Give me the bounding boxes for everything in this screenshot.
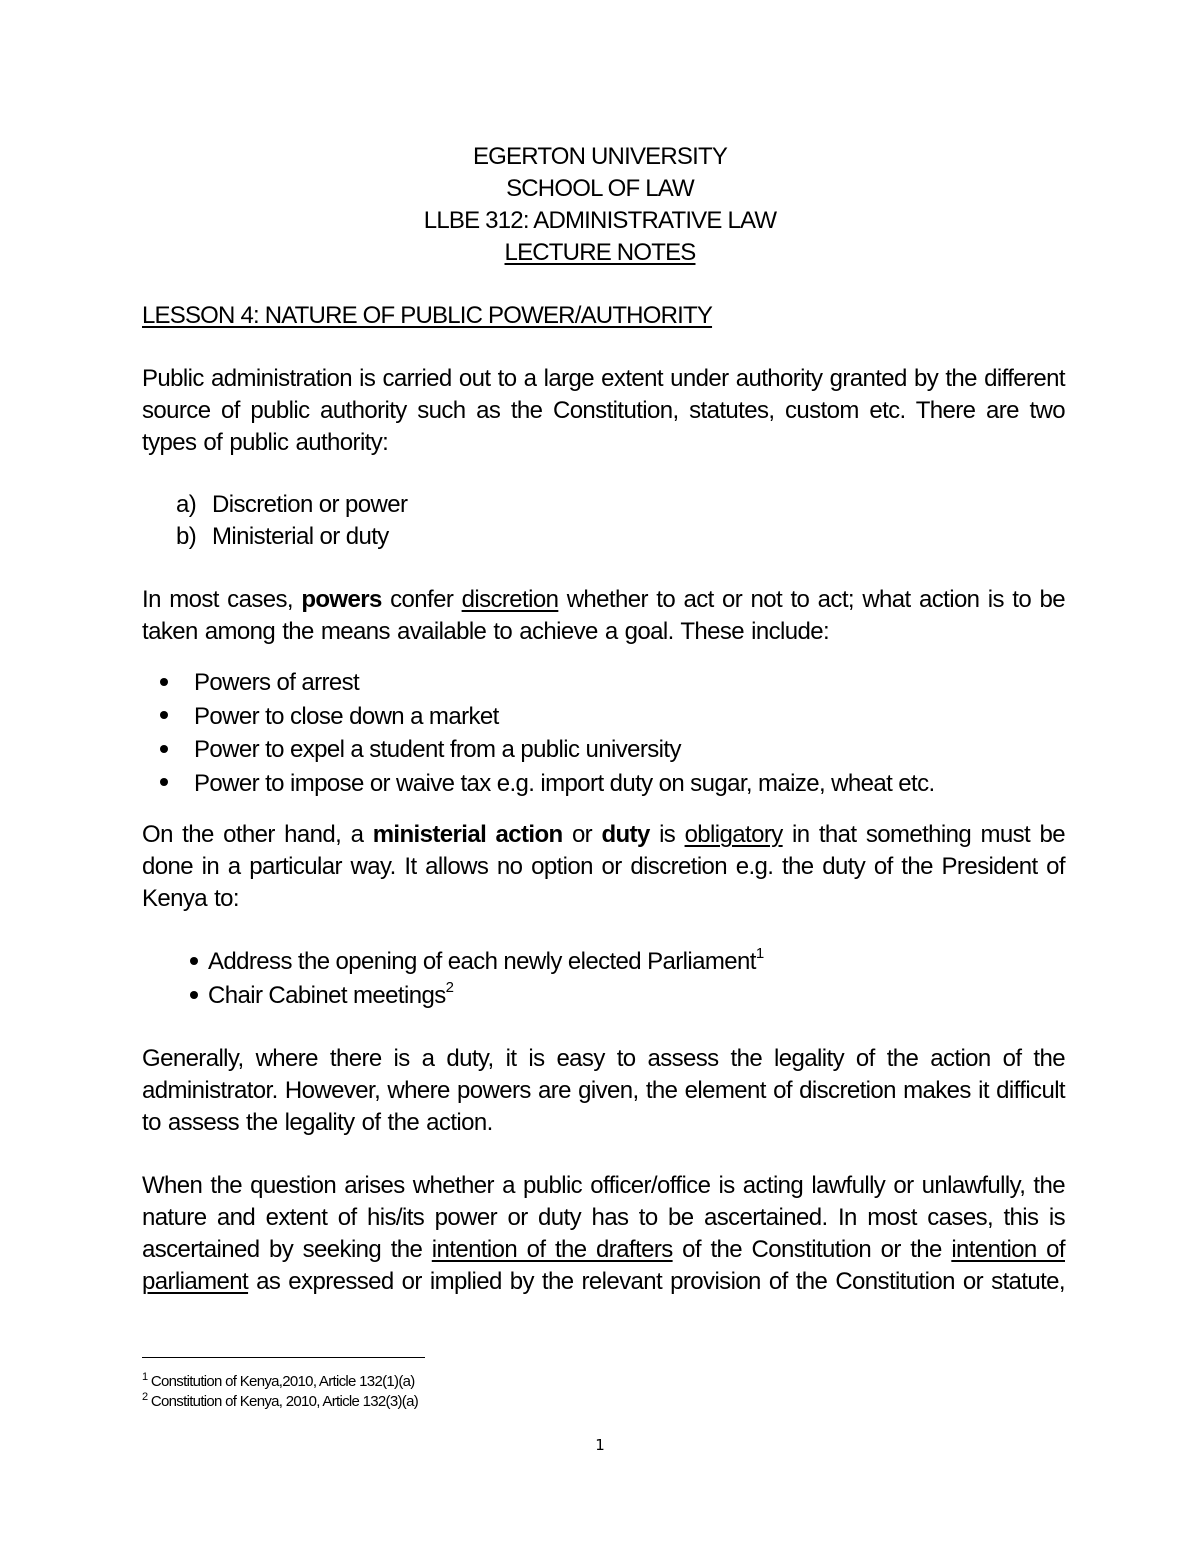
ministerial-line-1 xyxy=(142,819,1065,851)
list-item xyxy=(190,945,764,979)
list-item-text: Address the opening of each newly elected Parliament xyxy=(208,948,756,975)
footnote-number: 1 xyxy=(142,1371,148,1383)
text-run: as expressed or implied by the relevant provision of the Constitution or statute, xyxy=(248,1268,1065,1295)
list-item xyxy=(176,489,407,521)
list-item-text: Powers of arrest xyxy=(194,669,360,696)
question-paragraph xyxy=(142,1170,1065,1298)
footnote-2 xyxy=(142,1392,418,1411)
parliament-term: parliament xyxy=(142,1268,249,1295)
text-run: In most cases, xyxy=(142,586,302,613)
bullet-icon xyxy=(190,991,198,999)
footnote-ref: 1 xyxy=(755,945,764,962)
text-run: On the other hand, a xyxy=(142,821,373,848)
obligatory-term: obligatory xyxy=(684,821,783,848)
text-run: confer xyxy=(381,586,462,613)
list-item-text: Power to expel a student from a public university xyxy=(194,736,681,763)
bullet-icon xyxy=(160,745,168,753)
list-item xyxy=(160,666,935,700)
list-item xyxy=(160,700,935,734)
bullet-icon xyxy=(190,957,198,965)
text-run: is xyxy=(649,821,685,848)
list-item-text: Ministerial or duty xyxy=(212,523,389,550)
list-item xyxy=(160,733,935,767)
powers-bullet-list xyxy=(160,666,935,800)
list-marker: b) xyxy=(176,523,197,550)
intro-paragraph xyxy=(142,363,1065,459)
footnote-number: 2 xyxy=(142,1391,148,1403)
duties-bullet-list xyxy=(190,945,764,1013)
text-run: whether to act or not to act; what action is to be xyxy=(558,586,1065,613)
question-line-1: When the question arises whether a public officer/office is acting lawfully or unlawfully, the xyxy=(142,1172,1065,1199)
question-line-2: nature and extent of his/its power or duty has to be ascertained. In most cases, this is xyxy=(142,1204,1065,1231)
general-line-2: administrator. However, where powers are given, the element of discretion makes it difficult xyxy=(142,1077,1065,1104)
bullet-icon xyxy=(160,711,168,719)
duty-term: duty xyxy=(601,821,650,848)
footnote-text: Constitution of Kenya,2010, Article 132(1)(a) xyxy=(147,1373,415,1390)
lesson-title xyxy=(142,301,712,331)
list-marker: a) xyxy=(176,491,197,518)
general-line-3: to assess the legality of the action. xyxy=(142,1109,493,1136)
intro-line-3: types of public authority: xyxy=(142,429,389,456)
authority-types-list xyxy=(176,489,407,553)
footnote-1 xyxy=(142,1372,415,1391)
lecture-notes-label: LECTURE NOTES xyxy=(504,239,696,266)
footnote-text: Constitution of Kenya, 2010, Article 132(3)(a) xyxy=(147,1393,419,1410)
list-item xyxy=(176,521,407,553)
intro-line-1: Public administration is carried out to a large extent under authority granted by the different xyxy=(142,365,1065,392)
powers-line-1 xyxy=(142,584,1065,616)
powers-term: powers xyxy=(301,586,382,613)
text-run: ascertained by seeking the xyxy=(142,1236,432,1263)
list-item-text: Power to close down a market xyxy=(194,702,499,730)
bullet-icon xyxy=(160,778,168,786)
ministerial-line-2: done in a particular way. It allows no option or discretion e.g. the duty of the President of xyxy=(142,853,1065,880)
list-item-text: Chair Cabinet meetings xyxy=(208,982,446,1009)
question-line-3 xyxy=(142,1234,1065,1266)
ministerial-action-term: ministerial action xyxy=(372,821,563,848)
text-run: in that something must be xyxy=(782,821,1065,848)
general-paragraph xyxy=(142,1043,1065,1139)
lecture-notes-title xyxy=(0,238,1200,268)
ministerial-paragraph xyxy=(142,819,1065,915)
footnote-ref: 2 xyxy=(445,979,454,996)
course-title: LLBE 312: ADMINISTRATIVE LAW xyxy=(423,207,777,234)
general-line-1: Generally, where there is a duty, it is easy to assess the legality of the action of the xyxy=(142,1045,1065,1072)
list-item xyxy=(160,767,935,801)
school-name: SCHOOL OF LAW xyxy=(506,175,694,202)
question-line-4 xyxy=(142,1266,1065,1298)
powers-paragraph xyxy=(142,584,1065,648)
list-item-text: Discretion or power xyxy=(212,491,408,518)
powers-line-2: taken among the means available to achieve a goal. These include: xyxy=(142,618,830,645)
text-run: or xyxy=(562,821,602,848)
ministerial-line-3: Kenya to: xyxy=(142,885,240,912)
text-run: of the Constitution or the xyxy=(672,1236,952,1263)
intention-of-term: intention of xyxy=(951,1236,1065,1263)
lesson-title-text: LESSON 4: NATURE OF PUBLIC POWER/AUTHORITY xyxy=(142,302,713,329)
list-item-text: Power to impose or waive tax e.g. import duty on sugar, maize, wheat etc. xyxy=(194,769,935,797)
page-number: 1 xyxy=(595,1436,605,1454)
intro-line-2: source of public authority such as the Constitution, statutes, custom etc. There are two xyxy=(142,397,1065,424)
footnote-separator xyxy=(142,1357,425,1358)
discretion-term: discretion xyxy=(461,586,559,613)
university-name: EGERTON UNIVERSITY xyxy=(472,143,728,170)
list-item xyxy=(190,979,764,1013)
intention-of-drafters-term: intention of the drafters xyxy=(431,1236,673,1263)
bullet-icon xyxy=(160,678,168,686)
